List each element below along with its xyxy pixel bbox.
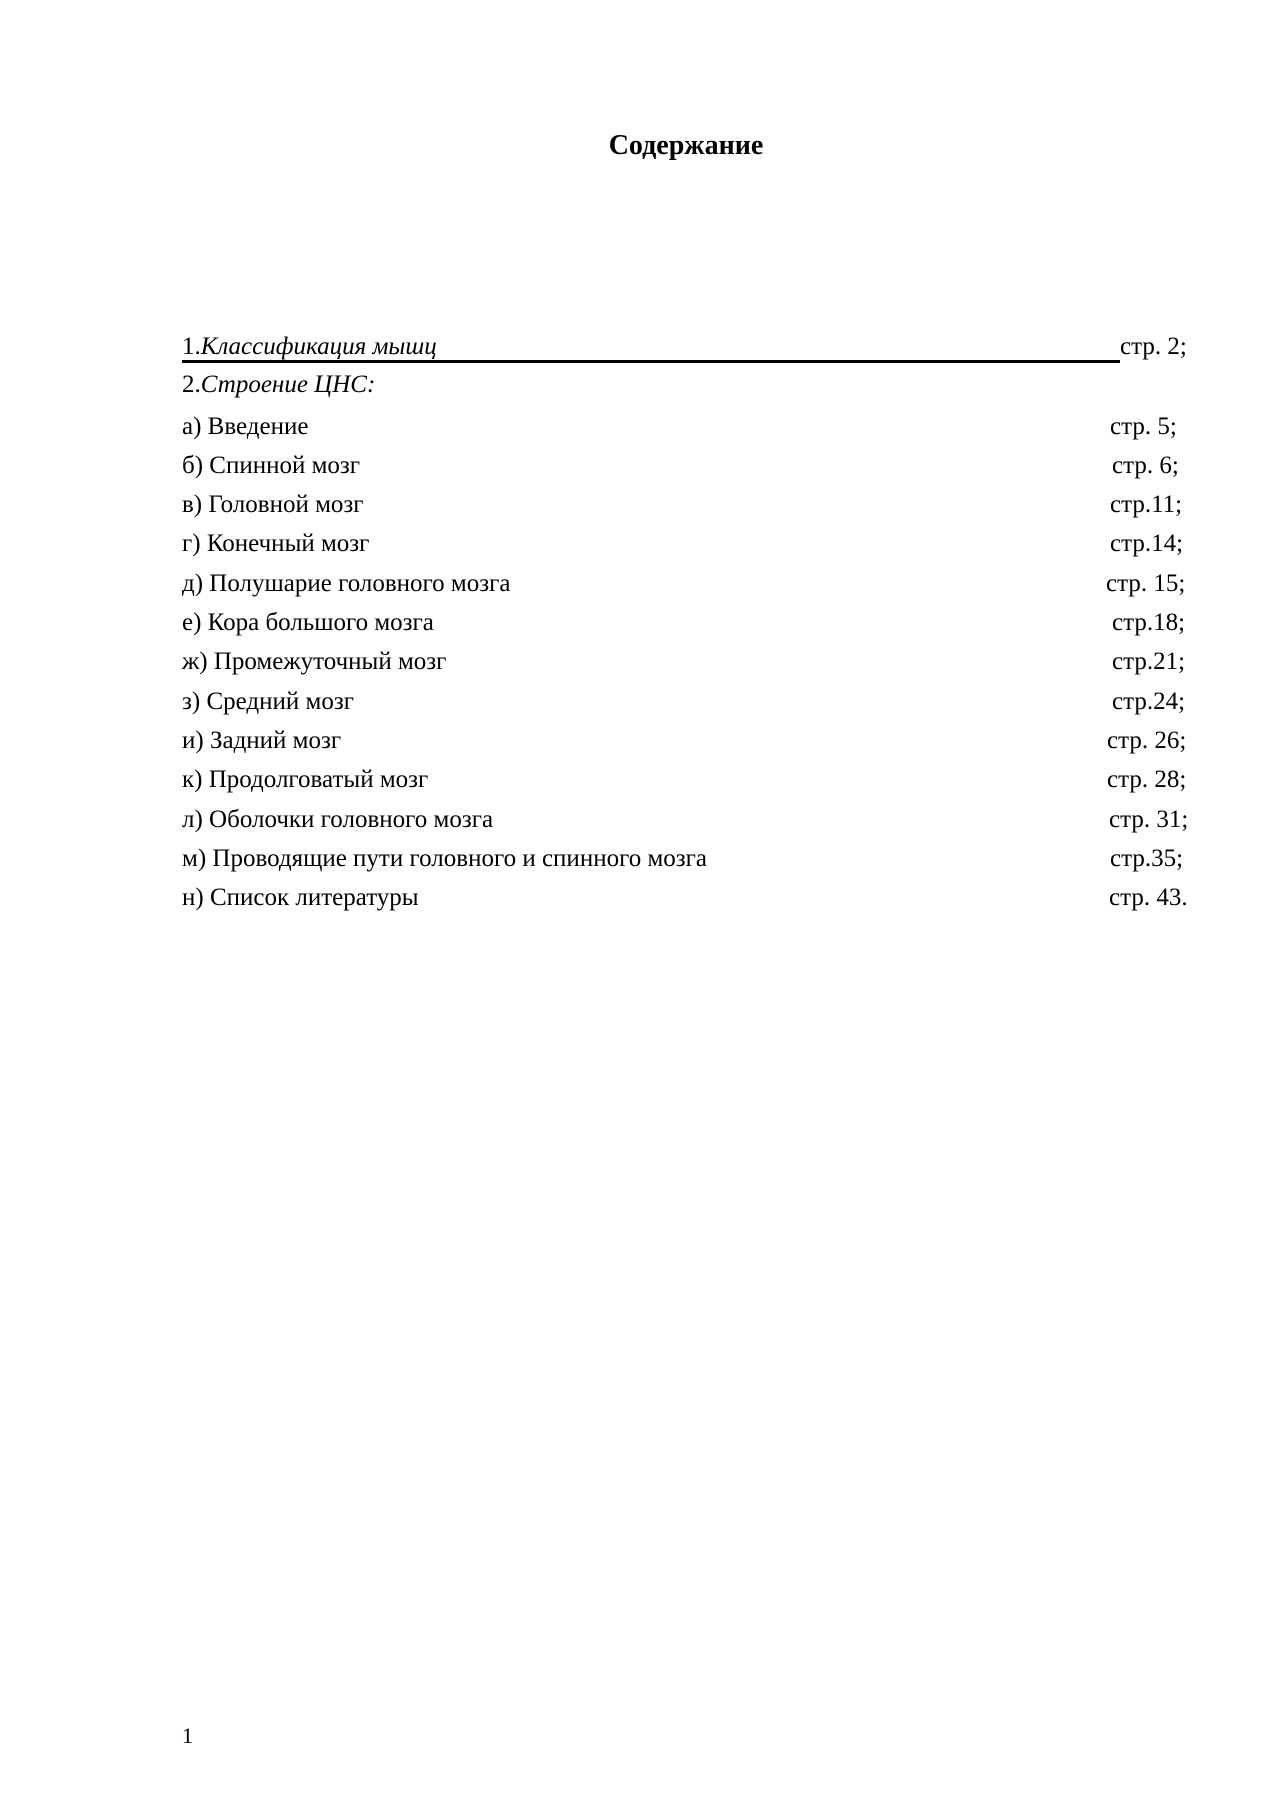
toc-item-label: в) Головной мозг	[182, 491, 364, 518]
toc-section-title: Классификация мышц	[200, 333, 437, 360]
toc-item-label: и) Задний мозг	[182, 727, 342, 754]
toc-item-page: стр.11;	[1110, 491, 1183, 518]
toc-item-label: д) Полушарие головного мозга	[182, 570, 511, 597]
toc-item-page: стр.14;	[1110, 530, 1184, 557]
toc-item	[182, 645, 1194, 679]
toc-item	[182, 881, 1194, 915]
toc-item-label: к) Продолговатый мозг	[182, 766, 429, 793]
toc-item-label: г) Конечный мозг	[182, 530, 370, 557]
toc-page-ref: стр. 2;	[1120, 333, 1187, 360]
toc-item-page: стр. 28;	[1107, 766, 1187, 793]
toc-item-page: стр. 6;	[1112, 452, 1179, 479]
toc-item-page: стр.35;	[1110, 845, 1184, 872]
toc-item-label: е) Кора большого мозга	[182, 609, 434, 636]
toc-item	[182, 410, 1194, 444]
toc-item-label: ж) Промежуточный мозг	[182, 648, 447, 675]
toc-item-page: стр. 31;	[1109, 806, 1189, 833]
toc-item	[182, 449, 1194, 483]
toc-item	[182, 724, 1194, 758]
toc-item-label: б) Спинной мозг	[182, 452, 361, 479]
toc-leader-line	[182, 360, 1120, 363]
toc-item-page: стр. 15;	[1106, 570, 1186, 597]
toc-item	[182, 488, 1194, 522]
toc-item-label: л) Оболочки головного мозга	[182, 806, 494, 833]
toc-section-1	[182, 330, 1194, 364]
toc-section-label	[182, 368, 375, 402]
toc-item-label: м) Проводящие пути головного и спинного мозга	[182, 845, 707, 872]
toc-item-label: н) Список литературы	[182, 884, 419, 911]
toc-item-page: стр. 43.	[1109, 884, 1188, 911]
toc-item	[182, 803, 1194, 837]
toc-item-page: стр.24;	[1112, 688, 1186, 715]
toc-item	[182, 842, 1194, 876]
page-title: Содержание	[608, 130, 764, 161]
toc-item-page: стр.18;	[1112, 609, 1186, 636]
toc-section-number: 1.	[182, 333, 201, 360]
toc-item-page: стр. 26;	[1107, 727, 1187, 754]
toc-section-label	[182, 330, 437, 364]
toc-item-page: стр.21;	[1112, 648, 1186, 675]
toc-item	[182, 685, 1194, 719]
toc-item-label: з) Средний мозг	[182, 688, 354, 715]
toc-item	[182, 567, 1194, 601]
toc-section-number: 2.	[182, 371, 201, 398]
toc-item	[182, 763, 1194, 797]
toc-section-2	[182, 368, 1194, 402]
toc-item	[182, 527, 1194, 561]
toc-section-title: Строение ЦНС:	[200, 371, 376, 398]
toc-item-page: стр. 5;	[1110, 413, 1177, 440]
toc-item	[182, 606, 1194, 640]
page-number: 1	[182, 1723, 193, 1748]
toc-item-label: а) Введение	[182, 413, 309, 440]
